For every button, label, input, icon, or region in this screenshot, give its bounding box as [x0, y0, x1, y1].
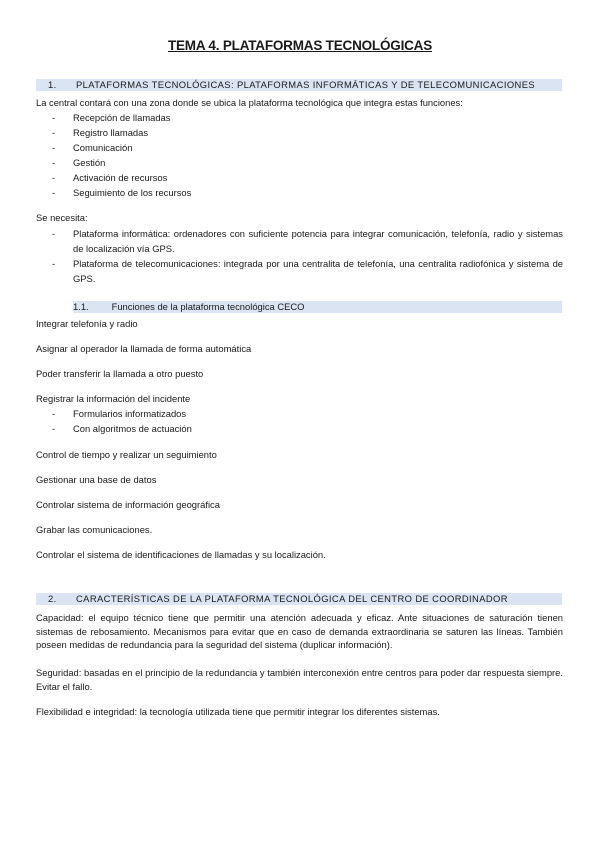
- subsection-number: 1.1.: [73, 301, 89, 312]
- section1-number: 1.: [48, 79, 57, 90]
- needs-item-telecom: Plataforma de telecomunicaciones: integrada por una centralita de telefonía, una centralita radiofónica y sistema de GPS.: [73, 258, 563, 284]
- function-item: Integrar telefonía y radio: [36, 318, 138, 329]
- bullet-dash: -: [52, 228, 56, 239]
- subsection-heading: [73, 301, 562, 313]
- paragraph-capacidad: Capacidad: el equipo técnico tiene que permitir una atención adecuada y eficaz. Ante situaciones de saturación tienen sistemas de rebosamiento. Mecanismos para evitar que en caso de demanda extraordinaria se saturen las líneas. También poseen medidas de redundancia para la seguridad del sistema (duplicar información).: [36, 612, 563, 650]
- section2-number: 2.: [48, 593, 57, 604]
- needs-item-informatica: Plataforma informática: ordenadores con suficiente potencia para integrar comunicación, telefonía, radio y sistemas de localización vía GPS.: [73, 228, 563, 254]
- document-page: TEMA 4. PLATAFORMAS TECNOLÓGICAS 1. PLATAFORMAS TECNOLÓGICAS: PLATAFORMAS INFORMÁTICAS Y DE TELECOMUNICACIONES La central contará con una zona donde se ubica la plataforma tecnológica que integra estas funciones: - Recepción de llamadas - Registro llamadas - Comunicación - Gestión - Activación de recursos - Seguimiento de los recursos Se necesita: - Plataforma informática: ordenadores con suficiente potencia para integrar comunicación, telefonía, radio y sistemas de localización vía GPS. - Plataforma de telecomunicaciones: integrada por una centralita de telefonía, una centralita radiofónica y sistema de GPS. 1.1. Funciones de la plataforma tecnológica CECO Integrar telefonía y radio Asignar al operador la llamada de forma automática Poder transferir la llamada a otro puesto Registrar la información del incidente - Formularios informatizados - Con algoritmos de actuación Control de tiempo y realizar un seguimiento Gestionar una base de datos Controlar sistema de información geográfica Grabar las comunicaciones. Controlar el sistema de identificaciones de llamadas y su localización. 2. CARACTERÍSTICAS DE LA PLATAFORMA TECNOLÓGICA DEL CENTRO DE COORDINADOR Capacidad: el equipo técnico tiene que permitir una atención adecuada y eficaz. Ante situaciones de saturación tienen sistemas de rebosamiento. Mecanismos para evitar que en caso de demanda extraordinaria se saturen las líneas. También poseen medidas de redundancia para la seguridad del sistema (duplicar información). Seguridad: basadas en el principio de la redundancia y también interconexión entre centros para poder dar respuesta siempre. Evitar el fallo. Flexibilidad e integridad: la tecnología utilizada tiene que permitir integrar los diferentes sistemas.: [0, 0, 600, 848]
- section1-intro: La central contará con una zona donde se ubica la plataforma tecnológica que integra estas funciones:: [36, 97, 463, 108]
- section1-heading-text: PLATAFORMAS TECNOLÓGICAS: PLATAFORMAS INFORMÁTICAS Y DE TELECOMUNICACIONES: [76, 79, 536, 90]
- section2-heading: [36, 593, 562, 605]
- function-item: Gestionar una base de datos: [36, 474, 157, 485]
- paragraph-seguridad: Seguridad: basadas en el principio de la redundancia y también interconexión entre centros para poder dar respuesta siempre. Evitar el fallo.: [36, 667, 563, 692]
- function-item: Control de tiempo y realizar un seguimiento: [36, 449, 217, 460]
- function-item: Controlar sistema de información geográfica: [36, 499, 220, 510]
- section1-heading: [36, 79, 562, 91]
- document-title: TEMA 4. PLATAFORMAS TECNOLÓGICAS: [167, 38, 433, 53]
- needs-label: Se necesita:: [36, 212, 88, 223]
- function-item: Registrar la información del incidente: [36, 393, 191, 404]
- paragraph-flexibilidad: Flexibilidad e integridad: la tecnología utilizada tiene que permitir integrar los diferentes sistemas.: [36, 706, 440, 717]
- function-item: Grabar las comunicaciones.: [36, 524, 153, 535]
- function-item: Poder transferir la llamada a otro puesto: [36, 368, 204, 379]
- function-item: Controlar el sistema de identificaciones de llamadas y su localización.: [36, 549, 326, 560]
- function-item: Asignar al operador la llamada de forma automática: [36, 343, 252, 354]
- section2-heading-text: CARACTERÍSTICAS DE LA PLATAFORMA TECNOLÓGICA DEL CENTRO DE COORDINADOR: [76, 593, 508, 604]
- bullet-dash: -: [52, 258, 56, 269]
- subsection-heading-text: Funciones de la plataforma tecnológica CECO: [111, 301, 305, 312]
